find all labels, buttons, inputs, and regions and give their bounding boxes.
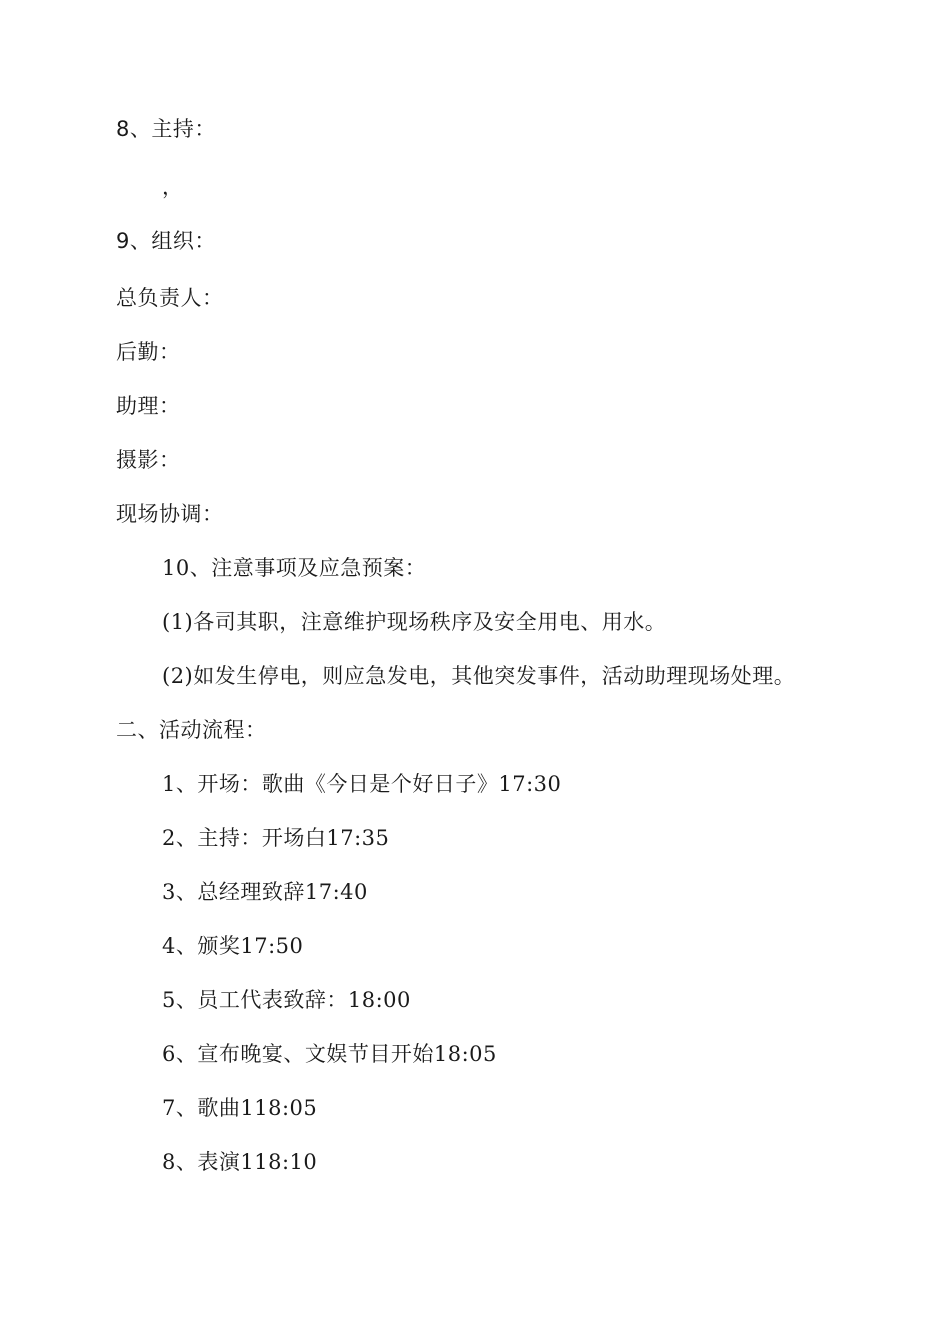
- process-item-5: 5、员工代表致辞：18:00: [162, 988, 411, 1012]
- section-heading-process: 二、活动流程：: [116, 718, 267, 742]
- note-item-2: (2)如发生停电，则应急发电，其他突发事件，活动助理现场处理。: [162, 664, 796, 688]
- role-logistics: 后勤：: [116, 340, 181, 364]
- note-item-1: (1)各司其职，注意维护现场秩序及安全用电、用水。: [162, 610, 667, 634]
- role-onsite-coordination: 现场协调：: [116, 502, 224, 526]
- host-names-placeholder: ，: [162, 175, 184, 199]
- process-item-1: 1、开场：歌曲《今日是个好日子》17:30: [162, 772, 562, 796]
- role-general-manager: 总负责人：: [116, 286, 224, 310]
- section-heading-host: 8、主持：: [116, 117, 216, 141]
- process-item-8: 8、表演118:10: [162, 1150, 318, 1174]
- process-item-4: 4、颁奖17:50: [162, 934, 304, 958]
- process-item-7: 7、歌曲118:05: [162, 1096, 318, 1120]
- process-item-3: 3、总经理致辞17:40: [162, 880, 368, 904]
- process-item-6: 6、宣布晚宴、文娱节目开始18:05: [162, 1042, 497, 1066]
- section-heading-organization: 9、组织：: [116, 229, 216, 253]
- role-assistant: 助理：: [116, 394, 181, 418]
- section-heading-notes: 10、注意事项及应急预案：: [162, 556, 427, 580]
- process-item-2: 2、主持：开场白17:35: [162, 826, 390, 850]
- role-photography: 摄影：: [116, 448, 181, 472]
